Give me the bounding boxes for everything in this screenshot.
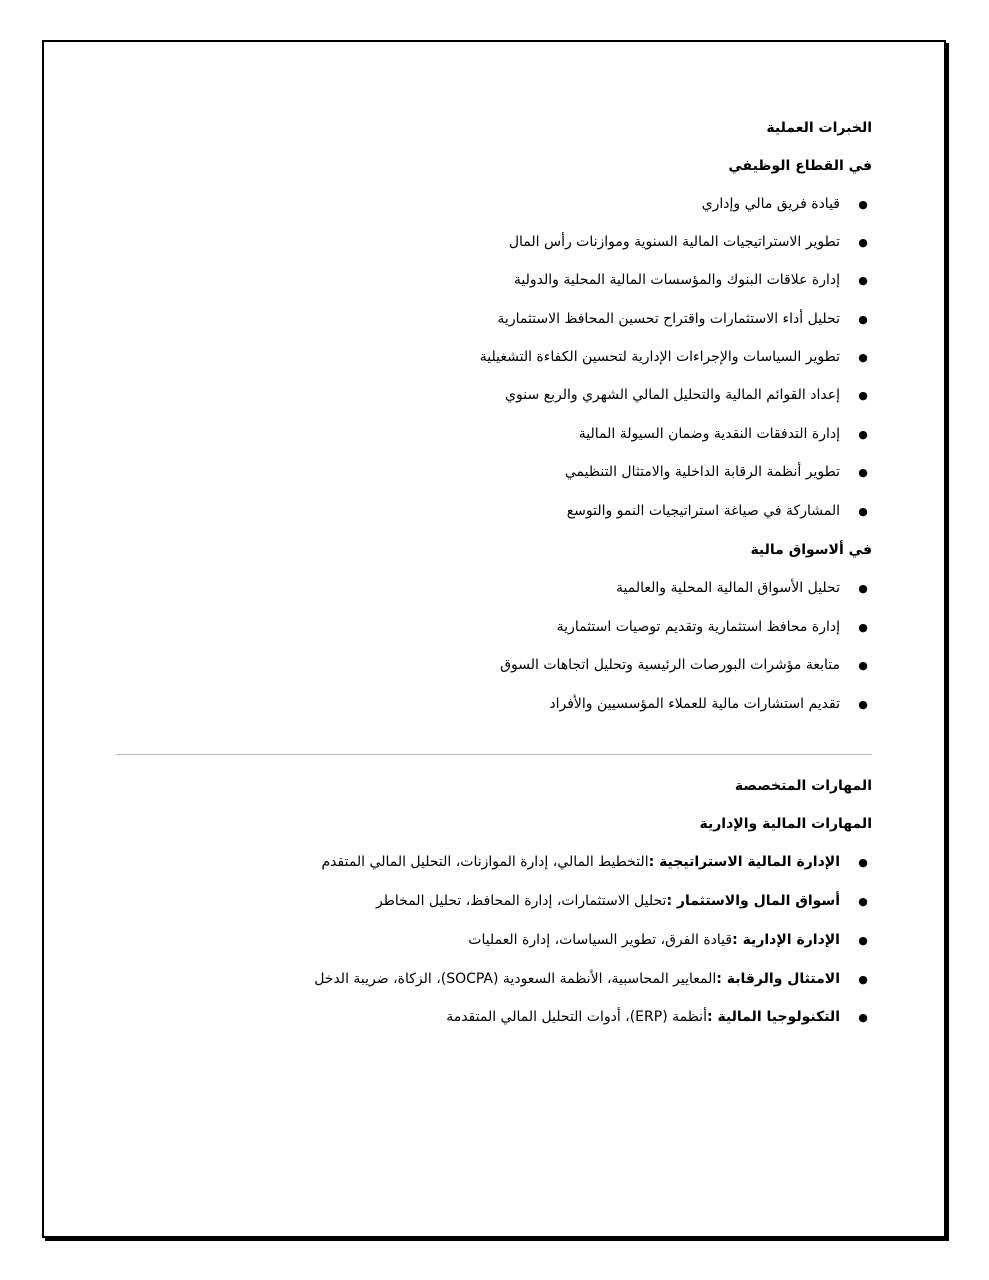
skill-label: الامتثال والرقابة : [716,971,840,987]
skill-text: تحليل الاستثمارات، إدارة المحافظ، تحليل المخاطر [376,893,667,909]
skill-item [446,1009,872,1025]
bullet-icon: ● [858,855,868,869]
skill-text: قيادة الفرق، تطوير السياسات، إدارة العمليات [468,932,733,948]
page-frame [42,40,946,1238]
bullet-icon: ● [858,465,868,479]
skill-item [468,932,872,948]
skill-item [322,854,873,870]
bullet-icon: ● [858,972,868,986]
list-item: ●تحليل الأسواق المالية المحلية والعالمية [616,580,872,596]
skill-text: التخطيط المالي، إدارة الموازنات، التحليل المالي المتقدم [321,854,649,870]
list-item: ●إدارة محافظ استثمارية وتقديم توصيات استثمارية [557,619,872,635]
bullet-icon: ● [858,235,868,249]
list-item: ●تطوير أنظمة الرقابة الداخلية والامتثال التنظيمي [565,464,872,480]
list-item: ●متابعة مؤشرات البورصات الرئيسية وتحليل اتجاهات السوق [500,657,872,673]
bullet-icon: ● [858,388,868,402]
list-item: ●إدارة علاقات البنوك والمؤسسات المالية المحلية والدولية [514,272,872,288]
bullet-icon: ● [858,1010,868,1024]
financial-admin-skills-title: المهارات المالية والإدارية [699,816,872,832]
bullet-icon: ● [858,894,868,908]
list-item: ●تطوير الاستراتيجيات المالية السنوية وموازنات رأس المال [509,234,872,250]
list-item: ●إدارة التدفقات النقدية وضمان السيولة المالية [579,426,872,442]
list-item: ●إعداد القوائم المالية والتحليل المالي الشهري والربع سنوي [505,387,872,403]
bullet-icon: ● [858,620,868,634]
bullet-icon: ● [858,504,868,518]
bullet-icon: ● [858,350,868,364]
list-item: ●قيادة فريق مالي وإداري [702,196,872,212]
list-item: ●تحليل أداء الاستثمارات واقتراح تحسين المحافظ الاستثمارية [497,311,872,327]
list-item: ●المشاركة في صياغة استراتيجيات النمو والتوسع [567,503,872,519]
bullet-icon: ● [858,658,868,672]
skill-text: أنظمة (ERP)، أدوات التحليل المالي المتقدمة [446,1009,707,1025]
bullet-icon: ● [858,933,868,947]
bullet-icon: ● [858,273,868,287]
document-content [44,42,944,1236]
experience-title: الخبرات العملية [766,120,872,136]
list-item: ●تقديم استشارات مالية للعملاء المؤسسيين والأفراد [549,696,872,712]
job-sector-title: في القطاع الوظيفي [728,158,872,174]
skill-label: التكنولوجيا المالية : [706,1009,840,1025]
skill-item [376,893,872,909]
financial-markets-title: في ألاسواق مالية [750,542,872,558]
skill-item [314,971,872,987]
skill-text: المعايير المحاسبية، الأنظمة السعودية (SOCPA)، الزكاة، ضريبة الدخل [314,971,717,987]
bullet-icon: ● [858,312,868,326]
bullet-icon: ● [858,197,868,211]
section-divider [116,754,872,755]
skills-title: المهارات المتخصصة [734,778,872,794]
skill-label: الإدارة الإدارية : [732,932,840,948]
bullet-icon: ● [858,697,868,711]
skill-label: الإدارة المالية الاستراتيجية : [648,854,840,870]
bullet-icon: ● [858,427,868,441]
skill-label: أسواق المال والاستثمار : [666,893,840,909]
list-item: ●تطوير السياسات والإجراءات الإدارية لتحسين الكفاءة التشغيلية [480,349,872,365]
bullet-icon: ● [858,581,868,595]
